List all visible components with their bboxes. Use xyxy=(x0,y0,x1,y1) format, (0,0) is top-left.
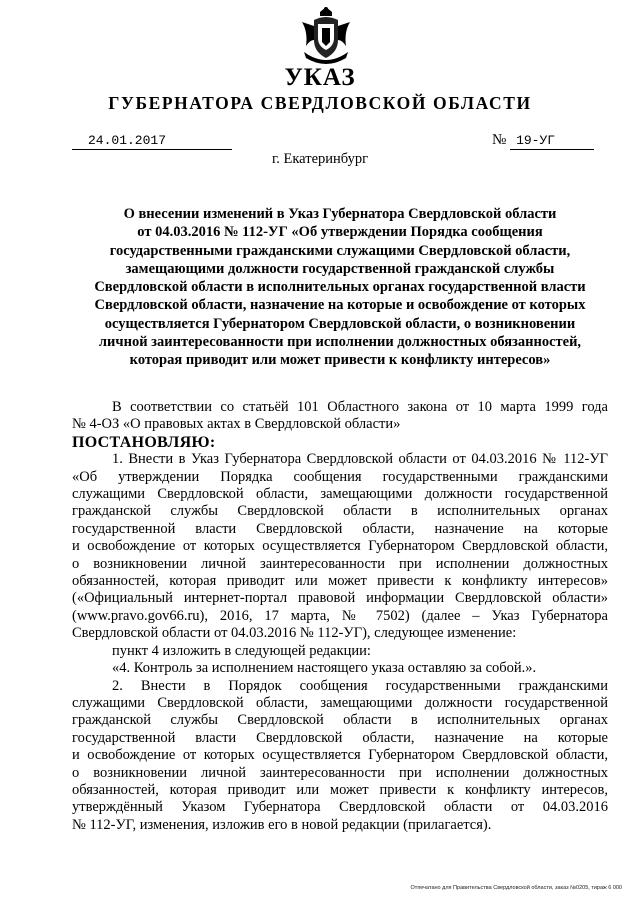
body-line: и освобождение от которых осуществляется Губернатором Свердловской области, xyxy=(72,747,608,764)
body-line: 2. Внести в Порядок сообщения государственными гражданскими xyxy=(112,677,608,694)
title-line: Свердловской области, назначение на которые и освобождение от которых xyxy=(94,297,586,314)
body-line: В соответствии со статьёй 101 Областного закона от 10 марта 1999 года xyxy=(112,399,608,415)
body-line: Свердловской области от 04.03.2016 № 112-УГ), следующее изменение: xyxy=(72,625,517,642)
body-line: гражданской службы Свердловской области в исполнительных органах xyxy=(72,503,608,520)
title-line: Свердловской области в исполнительных органах государственной власти xyxy=(94,279,586,296)
body-line: «Об утверждении Порядка сообщения государственными гражданскими xyxy=(72,468,608,485)
body-line: государственной власти Свердловской области, назначение на которые xyxy=(72,520,608,537)
point4-text: «4. Контроль за исполнением настоящего указа оставляю за собой.». xyxy=(112,660,537,677)
title-line: личной заинтересованности при исполнении должностных обязанностей, xyxy=(98,334,582,351)
body-line: служащими Свердловской области, замещающими должности государственной xyxy=(72,486,608,503)
title-line: замещающими должности государственной гражданской службы xyxy=(125,260,555,277)
body-line: («Официальный интернет-портал правовой информации Свердловской области» xyxy=(72,590,608,607)
body-line: о возникновении личной заинтересованности при исполнении должностных xyxy=(72,764,608,781)
decree-date: 24.01.2017 xyxy=(72,132,232,150)
body-line: № 112-УГ, изменения, изложив его в новой редакции (прилагается). xyxy=(72,816,492,833)
title-line: государственными гражданскими служащими Свердловской области, xyxy=(109,242,571,259)
decree-title xyxy=(72,205,608,370)
coat-of-arms-icon xyxy=(298,6,354,68)
body-line: 1. Внести в Указ Губернатора Свердловской области от 04.03.2016 № 112-УГ xyxy=(112,451,608,468)
decree-body xyxy=(72,399,608,834)
body-line: государственной власти Свердловской области, назначение на которые xyxy=(72,729,608,746)
decree-number: 19-УГ xyxy=(510,132,594,150)
body-line: гражданской службы Свердловской области в исполнительных органах xyxy=(72,712,608,729)
body-line: и освобождение от которых осуществляется Губернатором Свердловской области, xyxy=(72,538,608,555)
body-line: обязанностей, которая приводит или может привести к конфликту интересов, xyxy=(72,781,608,798)
print-footer: Отпечатано для Правительства Свердловской области, заказ №0205, тираж 6 000 xyxy=(410,885,622,891)
body-line: утверждённый Указом Губернатора Свердловской области от 04.03.2016 xyxy=(72,799,608,816)
body-line: (www.pravo.gov66.ru), 2016, 17 марта, № 7502) (далее – Указ Губернатора xyxy=(72,607,608,624)
title-line: О внесении изменений в Указ Губернатора Свердловской области xyxy=(123,206,557,222)
title-line: осуществляется Губернатором Свердловской области, о возникновении xyxy=(104,315,576,332)
governor-heading: ГУБЕРНАТОРА СВЕРДЛОВСКОЙ ОБЛАСТИ xyxy=(108,93,532,113)
title-line: которая приводит или может привести к конфликту интересов» xyxy=(129,352,551,369)
decree-heading: УКАЗ xyxy=(284,64,356,91)
body-line: № 4-ОЗ «О правовых актах в Свердловской области» xyxy=(72,416,401,433)
city: г. Екатеринбург xyxy=(271,151,369,167)
body-line: о возникновении личной заинтересованности при исполнении должностных xyxy=(72,555,608,572)
title-line: от 04.03.2016 № 112-УГ «Об утверждении Порядка сообщения xyxy=(137,224,543,241)
decree-word: ПОСТАНОВЛЯЮ: xyxy=(72,433,216,451)
point4-line: пункт 4 изложить в следующей редакции: xyxy=(112,642,371,659)
decree-number-block xyxy=(492,132,608,150)
number-label: № xyxy=(492,132,507,148)
body-line: служащими Свердловской области, замещающими должности государственной xyxy=(72,694,608,711)
body-line: обязанностей, которая приводит или может привести к конфликту интересов» xyxy=(72,573,608,590)
